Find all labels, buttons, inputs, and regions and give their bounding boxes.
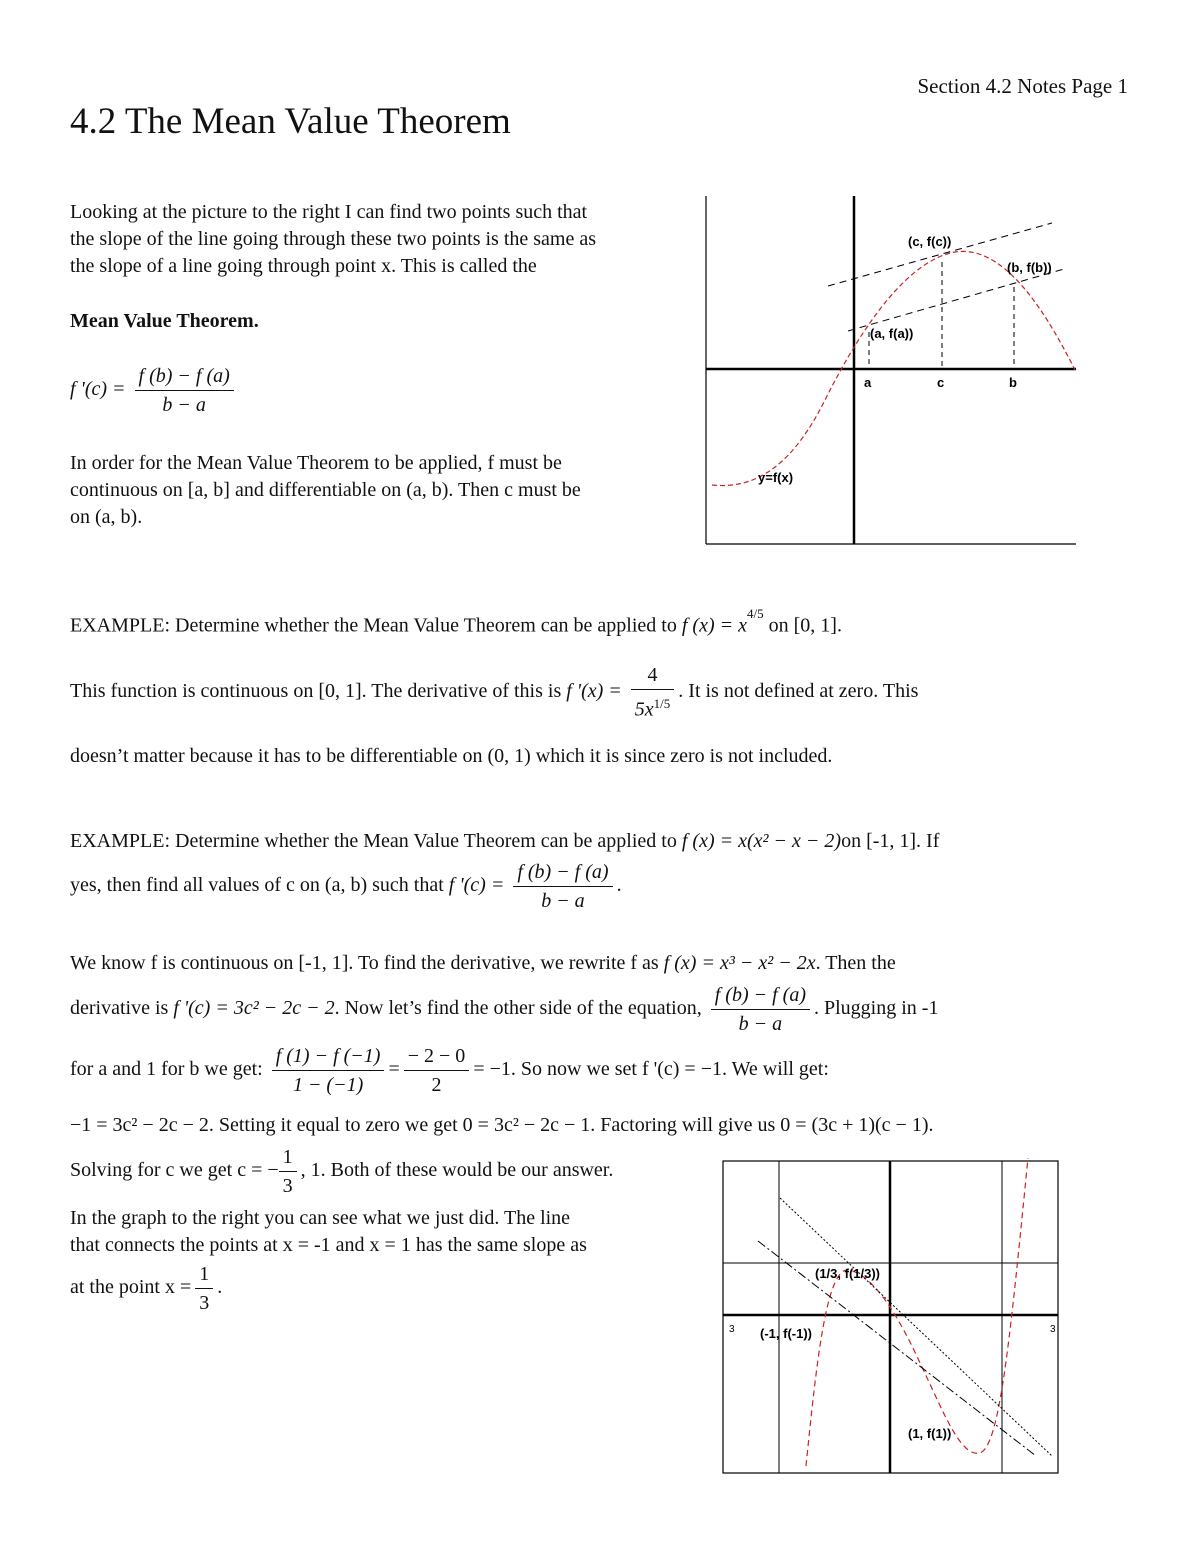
example2-line-5: Solving for c we get c = − $\frac{1}{3}$ , 1. Both of these would be our answer. bbox=[70, 1146, 614, 1197]
mvt-graph bbox=[700, 190, 1080, 550]
tick-label-c: c bbox=[937, 375, 945, 390]
example2-line-2: derivative is f '(c) = 3c² − 2c − 2. Now let’s find the other side of the equation, $\frac{f (b) - f (a)}{b - a}$ . Plugging in -1 bbox=[70, 984, 939, 1035]
label-point-b: (b, f(b)) bbox=[1007, 260, 1052, 275]
example2-solution-fraction: $\frac{1}{3}$ bbox=[279, 1145, 297, 1198]
intro-line-3: the slope of a line going through point x. This is called the bbox=[70, 255, 537, 277]
condition-line-3: on (a, b). bbox=[70, 506, 143, 528]
page-title: 4.2 The Mean Value Theorem bbox=[70, 101, 511, 142]
secant-line bbox=[848, 269, 1064, 331]
example1-answer-pre: This function is continuous on [0, 1]. The derivative of this is bbox=[70, 679, 567, 702]
example1-derivative-fraction bbox=[631, 663, 675, 722]
example2-question-line-2 bbox=[70, 860, 622, 913]
example2-l3-fraction-1: $\frac{f (1) - f (-1)}{1 - (-1)}$ bbox=[272, 1044, 385, 1097]
parallel-tangent-line bbox=[780, 1198, 1052, 1456]
tick-label-b: b bbox=[1009, 375, 1017, 390]
condition-line-2: continuous on [a, b] and differentiable on (a, b). Then c must be bbox=[70, 479, 581, 501]
label-point-a: (a, f(a)) bbox=[870, 326, 914, 341]
example2-line-7: that connects the points at x = -1 and x = 1 has the same slope as bbox=[70, 1234, 587, 1256]
example1-question-post: on [0, 1]. bbox=[763, 614, 842, 637]
example2-question-post: on [-1, 1]. If bbox=[841, 830, 940, 852]
example1-answer-line-2: doesn’t matter because it has to be differentiable on (0, 1) which it is since zero is not included. bbox=[70, 745, 833, 767]
label-point-1: (1, f(1)) bbox=[908, 1426, 952, 1441]
example2-x-fraction: $\frac{1}{3}$ bbox=[195, 1262, 213, 1315]
formula-denominator: b − a bbox=[162, 394, 206, 416]
example1-derivative-denominator: $5x^{1/5}$ bbox=[634, 696, 671, 721]
condition-line-1: In order for the Mean Value Theorem to be applied, f must be bbox=[70, 452, 562, 474]
example2-line-8: at the point x = $\frac{1}{3}$ . bbox=[70, 1263, 223, 1314]
example2-line-3: for a and 1 for b we get: $\frac{f (1) - f (-1)}{1 - (-1)}$ = $\frac{- 2 - 0}{2}$ = −1. So now we set f '(c) = −1. We will get: bbox=[70, 1045, 829, 1096]
label-function: y=f(x) bbox=[758, 470, 794, 485]
page-header: Section 4.2 Notes Page 1 bbox=[917, 74, 1128, 98]
example1-exponent: 4/5 bbox=[747, 606, 764, 621]
example2-question-pre: EXAMPLE: Determine whether the Mean Value Theorem can be applied to bbox=[70, 830, 682, 852]
example2-q2-lhs: f '(c) = bbox=[448, 874, 505, 897]
tick-label-a: a bbox=[864, 375, 872, 390]
example1-answer-post: . It is not defined at zero. This bbox=[678, 679, 919, 702]
example2-line-1: We know f is continuous on [-1, 1]. To find the derivative, we rewrite f as f (x) = x³ − x² − 2x. Then the bbox=[70, 952, 896, 974]
example2-line-4: −1 = 3c² − 2c − 2. Setting it equal to zero we get 0 = 3c² − 2c − 1. Factoring will give us 0 = (3c + 1)(c − 1). bbox=[70, 1114, 934, 1136]
example2-line-6: In the graph to the right you can see what we just did. The line bbox=[70, 1207, 571, 1229]
example2-function: f (x) = x(x² − x − 2) bbox=[681, 830, 842, 852]
example1-question bbox=[70, 606, 842, 640]
label-point-one-third: (1/3, f(1/3)) bbox=[815, 1266, 881, 1281]
example2-rewritten-function: f (x) = x³ − x² − 2x bbox=[663, 952, 816, 974]
example2-question-line-1 bbox=[70, 828, 939, 855]
example1-question-pre: EXAMPLE: Determine whether the Mean Value Theorem can be applied to bbox=[70, 614, 682, 637]
formula-lhs: f '(c) = bbox=[70, 378, 126, 401]
graph2-right-tick: 3 bbox=[1050, 1324, 1056, 1335]
example2-q2-post: . bbox=[616, 874, 622, 897]
example2-q2-pre: yes, then find all values of c on (a, b) such that bbox=[70, 874, 449, 897]
example2-l2-fraction: $\frac{f (b) - f (a)}{b - a}$ bbox=[711, 983, 810, 1036]
intro-line-2: the slope of the line going through these two points is the same as bbox=[70, 228, 597, 250]
graph2-left-tick: 3 bbox=[729, 1324, 735, 1335]
formula-numerator: f (b) − f (a) bbox=[135, 364, 234, 391]
mvt-formula bbox=[70, 364, 238, 417]
label-point-c: (c, f(c)) bbox=[908, 234, 952, 249]
example1-derivative-numerator: 4 bbox=[631, 663, 675, 690]
tangent-line bbox=[828, 223, 1052, 286]
example2-q2-fraction: $\frac{f (b) - f (a)}{b - a}$ bbox=[513, 860, 612, 913]
formula-fraction bbox=[135, 364, 234, 417]
label-point-neg1: (-1, f(-1)) bbox=[760, 1326, 812, 1341]
theorem-name: Mean Value Theorem. bbox=[70, 310, 259, 332]
example1-answer-line-1 bbox=[70, 663, 918, 722]
example1-derivative-lhs: f '(x) = bbox=[566, 679, 622, 702]
example2-graph bbox=[720, 1158, 1065, 1478]
example2-l3-fraction-2: $\frac{- 2 - 0}{2}$ bbox=[404, 1044, 470, 1097]
example2-derivative: f '(c) = 3c² − 2c − 2 bbox=[173, 997, 335, 1020]
cubic-curve bbox=[806, 1158, 1028, 1466]
intro-line-1: Looking at the picture to the right I can find two points such that bbox=[70, 201, 588, 223]
example1-function: f (x) = x bbox=[681, 614, 747, 637]
